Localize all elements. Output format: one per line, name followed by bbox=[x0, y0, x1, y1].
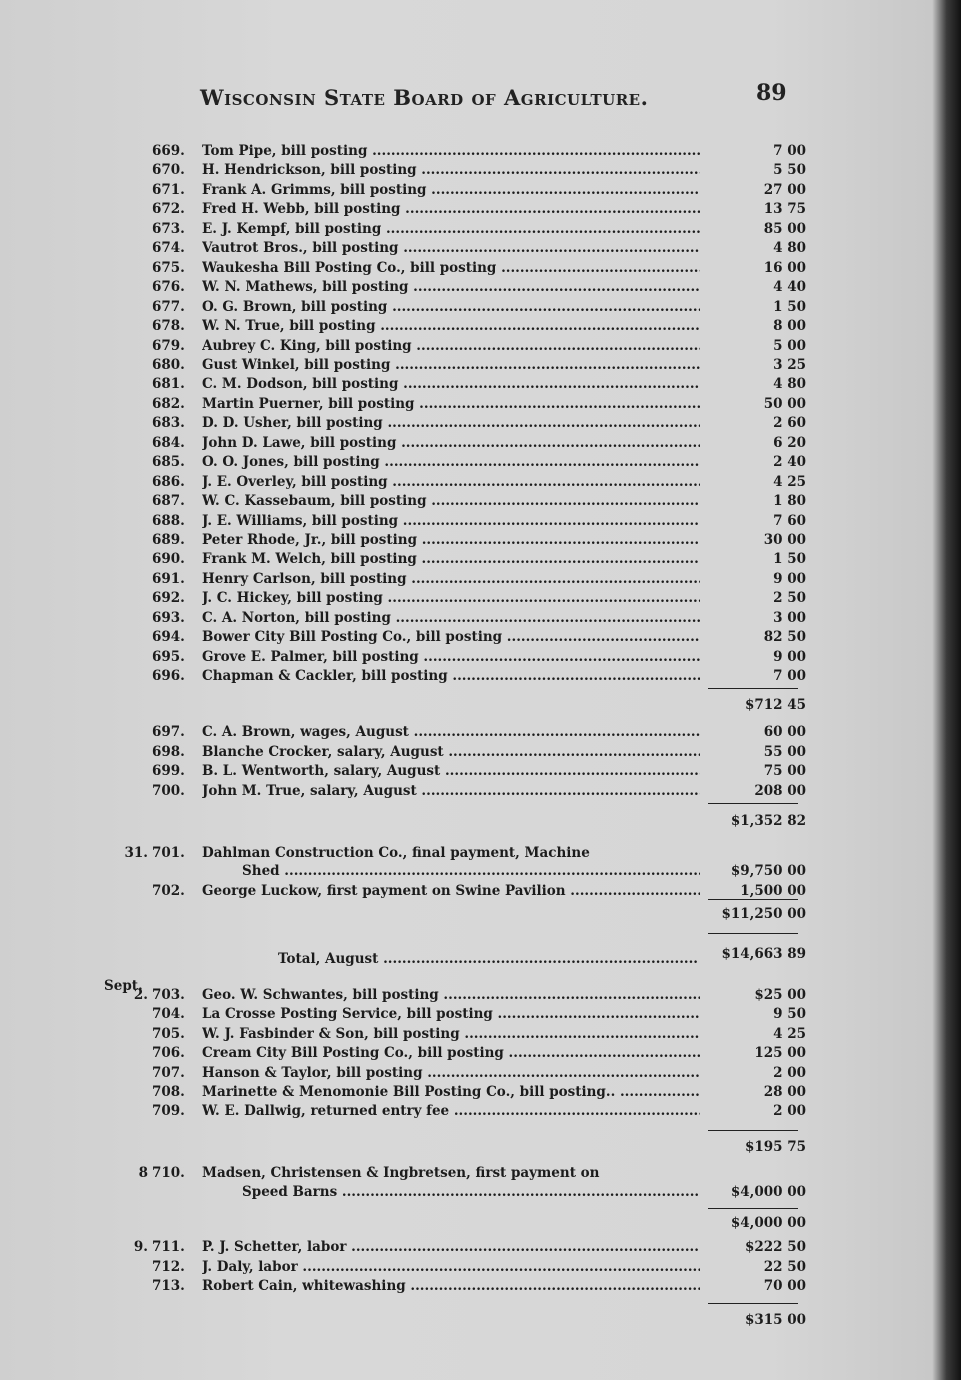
entry-description: Geo. W. Schwantes, bill posting ..... bbox=[202, 987, 700, 1003]
entry-description: Grove E. Palmer, bill posting ..... bbox=[202, 649, 700, 665]
entry-amount: 2 50 bbox=[773, 590, 806, 607]
entry-day: 31. bbox=[124, 845, 148, 861]
ledger-entry bbox=[0, 435, 961, 454]
entry-amount: 125 00 bbox=[754, 1045, 806, 1062]
entry-amount: 1,500 00 bbox=[740, 883, 806, 899]
subtotal-rule bbox=[708, 803, 798, 804]
entry-amount: 50 00 bbox=[763, 395, 806, 412]
entry-description: Frank A. Grimms, bill posting ..... bbox=[202, 182, 700, 198]
entry-description: Fred H. Webb, bill posting ..... bbox=[202, 201, 700, 217]
subtotal-rule bbox=[708, 1303, 798, 1304]
ledger-entry bbox=[0, 1278, 961, 1297]
entry-amount: 1 80 bbox=[773, 493, 806, 510]
entry-number: 670. bbox=[152, 162, 185, 179]
entry-number: 687. bbox=[152, 493, 185, 510]
entry-amount: 208 00 bbox=[754, 782, 806, 799]
entry-number: 710. bbox=[152, 1165, 185, 1181]
entry-amount: $222 50 bbox=[744, 1239, 806, 1255]
entry-description: C. A. Norton, bill posting ..... bbox=[202, 610, 700, 626]
entry-number: 691. bbox=[152, 570, 185, 587]
entry-amount: $4,000 00 bbox=[730, 1184, 806, 1200]
ledger-entry bbox=[0, 143, 961, 162]
entry-description: W. J. Fasbinder & Son, bill posting ..... bbox=[202, 1026, 700, 1042]
entry-amount: 27 00 bbox=[763, 181, 806, 198]
entry-description: Bower City Bill Posting Co., bill posting ..... bbox=[202, 629, 700, 645]
entry-day: 9. bbox=[133, 1239, 148, 1255]
entry-number: 673. bbox=[152, 220, 185, 237]
entry-amount: 4 80 bbox=[773, 240, 806, 257]
entry-amount: 9 00 bbox=[773, 570, 806, 587]
entry-number: 701. bbox=[152, 845, 185, 861]
ledger-entry bbox=[0, 1045, 961, 1064]
ledger-entry bbox=[0, 493, 961, 512]
entry-description: Martin Puerner, bill posting ..... bbox=[202, 396, 700, 412]
ledger-entry-710-cont bbox=[0, 1184, 961, 1203]
entry-amount: 1 50 bbox=[773, 298, 806, 315]
ledger-entry bbox=[0, 744, 961, 763]
total-august-amount: $14,663 89 bbox=[721, 946, 806, 962]
entry-amount: 22 50 bbox=[763, 1258, 806, 1275]
ledger-entry bbox=[0, 1065, 961, 1084]
entry-day: 2. bbox=[133, 987, 148, 1003]
entry-number: 672. bbox=[152, 201, 185, 218]
entry-number: 697. bbox=[152, 724, 185, 740]
entry-description: J. E. Williams, bill posting ..... bbox=[202, 513, 700, 529]
entry-amount: 4 80 bbox=[773, 376, 806, 393]
ledger-entry bbox=[0, 1259, 961, 1278]
ledger-entry bbox=[0, 668, 961, 687]
entry-number: 706. bbox=[152, 1045, 185, 1062]
entry-number: 692. bbox=[152, 590, 185, 607]
entry-number: 708. bbox=[152, 1084, 185, 1100]
ledger-entry bbox=[0, 260, 961, 279]
entry-number: 703. bbox=[152, 987, 185, 1003]
subtotal-rule bbox=[708, 1208, 798, 1209]
ledger-entry bbox=[0, 629, 961, 648]
entry-amount: 2 00 bbox=[773, 1064, 806, 1081]
entry-amount: 13 75 bbox=[763, 201, 806, 218]
entry-number: 676. bbox=[152, 279, 185, 296]
entry-amount: 9 50 bbox=[773, 1006, 806, 1023]
entry-amount: 1 50 bbox=[773, 551, 806, 568]
entry-description: W. E. Dallwig, returned entry fee ..... bbox=[202, 1103, 700, 1119]
entry-description-continued: Speed Barns ..... bbox=[242, 1184, 700, 1200]
entry-description: E. J. Kempf, bill posting ..... bbox=[202, 221, 700, 237]
entry-number: 680. bbox=[152, 356, 185, 373]
subtotal-rule bbox=[708, 899, 798, 900]
ledger-entry-701-cont bbox=[0, 863, 961, 882]
entry-amount: 2 40 bbox=[773, 454, 806, 471]
ledger-entry bbox=[0, 318, 961, 337]
entry-amount: 2 60 bbox=[773, 415, 806, 432]
entry-number: 675. bbox=[152, 259, 185, 276]
ledger-entry bbox=[0, 299, 961, 318]
ledger-entry bbox=[0, 221, 961, 240]
ledger-entry bbox=[0, 763, 961, 782]
ledger-entry bbox=[0, 590, 961, 609]
entry-description: Frank M. Welch, bill posting ..... bbox=[202, 551, 700, 567]
entry-amount: 3 00 bbox=[773, 609, 806, 626]
entry-description: H. Hendrickson, bill posting ..... bbox=[202, 162, 700, 178]
entry-number: 678. bbox=[152, 318, 185, 335]
entry-amount: 2 00 bbox=[773, 1103, 806, 1120]
entry-number: 686. bbox=[152, 473, 185, 490]
entry-amount: 6 20 bbox=[773, 434, 806, 451]
entry-number: 669. bbox=[152, 143, 185, 159]
entry-number: 713. bbox=[152, 1278, 185, 1294]
ledger-entry bbox=[0, 724, 961, 743]
entry-description: Tom Pipe, bill posting ..... bbox=[202, 143, 700, 159]
entry-description: Marinette & Menomonie Bill Posting Co., bill posting.. ..... bbox=[202, 1084, 700, 1100]
entry-number: 709. bbox=[152, 1103, 185, 1120]
ledger-entry bbox=[0, 357, 961, 376]
subtotal-row bbox=[0, 1139, 961, 1158]
ledger-entry bbox=[0, 182, 961, 201]
ledger-entry bbox=[0, 396, 961, 415]
entry-number: 707. bbox=[152, 1064, 185, 1081]
subtotal-row bbox=[0, 906, 961, 925]
entry-amount: 60 00 bbox=[763, 724, 806, 740]
entry-number: 688. bbox=[152, 512, 185, 529]
entry-number: 702. bbox=[152, 883, 185, 899]
entry-description: W. N. True, bill posting ..... bbox=[202, 318, 700, 334]
entry-description: J. Daly, labor ..... bbox=[202, 1259, 700, 1275]
ledger-entry bbox=[0, 783, 961, 802]
entry-number: 689. bbox=[152, 532, 185, 548]
entry-amount: 16 00 bbox=[763, 259, 806, 276]
subtotal-row bbox=[0, 697, 961, 716]
ledger-entry bbox=[0, 376, 961, 395]
subtotal-row bbox=[0, 813, 961, 832]
ledger-entry bbox=[0, 201, 961, 220]
subtotal-amount: $712 45 bbox=[744, 697, 806, 713]
entry-description: B. L. Wentworth, salary, August ..... bbox=[202, 763, 700, 779]
entry-amount: 70 00 bbox=[763, 1278, 806, 1294]
entry-amount: 4 25 bbox=[773, 1025, 806, 1042]
entry-number: 671. bbox=[152, 181, 185, 198]
entry-description: Robert Cain, whitewashing ..... bbox=[202, 1278, 700, 1294]
entry-description: Henry Carlson, bill posting ..... bbox=[202, 571, 700, 587]
entry-amount: $25 00 bbox=[754, 987, 806, 1003]
ledger-entry bbox=[0, 987, 961, 1006]
entry-description: George Luckow, first payment on Swine Pavilion ..... bbox=[202, 883, 700, 899]
entry-description: Blanche Crocker, salary, August ..... bbox=[202, 744, 700, 760]
entry-amount: 85 00 bbox=[763, 220, 806, 237]
entry-description: Cream City Bill Posting Co., bill posting ..... bbox=[202, 1045, 700, 1061]
entry-description: O. O. Jones, bill posting ..... bbox=[202, 454, 700, 470]
ledger-entry bbox=[0, 454, 961, 473]
entry-day: 8 bbox=[138, 1165, 148, 1181]
entry-description: D. D. Usher, bill posting ..... bbox=[202, 415, 700, 431]
month-label: Sept. bbox=[104, 978, 143, 994]
entry-description: J. E. Overley, bill posting ..... bbox=[202, 474, 700, 490]
entry-description: Aubrey C. King, bill posting ..... bbox=[202, 338, 700, 354]
entry-number: 712. bbox=[152, 1258, 185, 1275]
entry-description: Gust Winkel, bill posting ..... bbox=[202, 357, 700, 373]
entry-description-continued: Shed ..... bbox=[242, 863, 700, 879]
entry-description: Hanson & Taylor, bill posting ..... bbox=[202, 1065, 700, 1081]
entry-number: 674. bbox=[152, 240, 185, 257]
entry-description: P. J. Schetter, labor ..... bbox=[202, 1239, 700, 1255]
entry-amount: 7 60 bbox=[773, 512, 806, 529]
ledger-entry bbox=[0, 1084, 961, 1103]
subtotal-amount: $315 00 bbox=[744, 1312, 806, 1328]
entry-description: Waukesha Bill Posting Co., bill posting ..... bbox=[202, 260, 700, 276]
total-august-label: Total, August ..... bbox=[278, 951, 698, 967]
entry-amount: 3 25 bbox=[773, 356, 806, 373]
ledger-entry bbox=[0, 513, 961, 532]
ledger-entry bbox=[0, 338, 961, 357]
ledger-entry bbox=[0, 415, 961, 434]
ledger-entry-701 bbox=[0, 845, 961, 864]
subtotal-amount: $11,250 00 bbox=[721, 906, 806, 922]
entry-description: W. C. Kassebaum, bill posting ..... bbox=[202, 493, 700, 509]
entry-number: 695. bbox=[152, 648, 185, 665]
entry-description: J. C. Hickey, bill posting ..... bbox=[202, 590, 700, 606]
entry-amount: 8 00 bbox=[773, 318, 806, 335]
ledger-entry bbox=[0, 532, 961, 551]
entry-number: 711. bbox=[152, 1239, 185, 1255]
ledger-entry bbox=[0, 649, 961, 668]
entry-description: John D. Lawe, bill posting ..... bbox=[202, 435, 700, 451]
ledger-entry bbox=[0, 551, 961, 570]
entry-description: Madsen, Christensen & Ingbretsen, first payment on bbox=[202, 1165, 600, 1181]
total-august-row bbox=[0, 946, 961, 965]
entry-number: 700. bbox=[152, 782, 185, 799]
entry-number: 685. bbox=[152, 454, 185, 471]
entry-amount: 75 00 bbox=[763, 763, 806, 779]
entry-number: 694. bbox=[152, 629, 185, 646]
entry-description: Peter Rhode, Jr., bill posting ..... bbox=[202, 532, 700, 548]
entry-number: 705. bbox=[152, 1025, 185, 1042]
entry-number: 698. bbox=[152, 743, 185, 760]
entry-number: 683. bbox=[152, 415, 185, 432]
entry-number: 704. bbox=[152, 1006, 185, 1023]
entry-amount: 7 00 bbox=[773, 143, 806, 159]
subtotal-rule bbox=[708, 933, 798, 934]
entry-number: 693. bbox=[152, 609, 185, 626]
entry-description: C. A. Brown, wages, August ..... bbox=[202, 724, 700, 740]
ledger-entry bbox=[0, 240, 961, 259]
ledger-entry bbox=[0, 610, 961, 629]
entry-amount: 55 00 bbox=[763, 743, 806, 760]
entry-description: Dahlman Construction Co., final payment, Machine bbox=[202, 845, 590, 861]
entry-amount: 82 50 bbox=[763, 629, 806, 646]
subtotal-row bbox=[0, 1312, 961, 1331]
entry-amount: 7 00 bbox=[773, 668, 806, 685]
entry-amount: 30 00 bbox=[763, 532, 806, 548]
ledger-entry bbox=[0, 279, 961, 298]
ledger-entry bbox=[0, 1239, 961, 1258]
subtotal-amount: $1,352 82 bbox=[730, 813, 806, 829]
ledger-entry bbox=[0, 571, 961, 590]
ledger-entry-710 bbox=[0, 1165, 961, 1184]
subtotal-amount: $195 75 bbox=[744, 1139, 806, 1155]
entry-description: C. M. Dodson, bill posting ..... bbox=[202, 376, 700, 392]
subtotal-rule bbox=[708, 688, 798, 689]
entry-amount: 4 40 bbox=[773, 279, 806, 296]
entry-amount: 5 00 bbox=[773, 337, 806, 354]
page-title: Wisconsin State Board of Agriculture. bbox=[200, 85, 649, 110]
entry-number: 679. bbox=[152, 337, 185, 354]
entry-amount: 28 00 bbox=[763, 1084, 806, 1100]
entry-amount: 4 25 bbox=[773, 473, 806, 490]
ledger-entry bbox=[0, 162, 961, 181]
entry-description: Chapman & Cackler, bill posting ..... bbox=[202, 668, 700, 684]
ledger-entry bbox=[0, 1103, 961, 1122]
entry-amount: 9 00 bbox=[773, 648, 806, 665]
entry-number: 684. bbox=[152, 434, 185, 451]
entry-description: La Crosse Posting Service, bill posting ..... bbox=[202, 1006, 700, 1022]
entry-number: 681. bbox=[152, 376, 185, 393]
entry-amount: $9,750 00 bbox=[730, 863, 806, 879]
entry-number: 690. bbox=[152, 551, 185, 568]
subtotal-row bbox=[0, 1215, 961, 1234]
entry-number: 699. bbox=[152, 763, 185, 779]
subtotal-amount: $4,000 00 bbox=[730, 1215, 806, 1231]
entry-description: Vautrot Bros., bill posting ..... bbox=[202, 240, 700, 256]
page-number: 89 bbox=[756, 80, 787, 106]
ledger-entry bbox=[0, 474, 961, 493]
entry-number: 682. bbox=[152, 395, 185, 412]
entry-description: W. N. Mathews, bill posting ..... bbox=[202, 279, 700, 295]
entry-description: O. G. Brown, bill posting ..... bbox=[202, 299, 700, 315]
entry-description: John M. True, salary, August ..... bbox=[202, 783, 700, 799]
entry-amount: 5 50 bbox=[773, 162, 806, 179]
entry-number: 677. bbox=[152, 298, 185, 315]
subtotal-rule bbox=[708, 1130, 798, 1131]
ledger-entry-702 bbox=[0, 883, 961, 902]
entry-number: 696. bbox=[152, 668, 185, 685]
ledger-entry bbox=[0, 1006, 961, 1025]
ledger-entry bbox=[0, 1026, 961, 1045]
